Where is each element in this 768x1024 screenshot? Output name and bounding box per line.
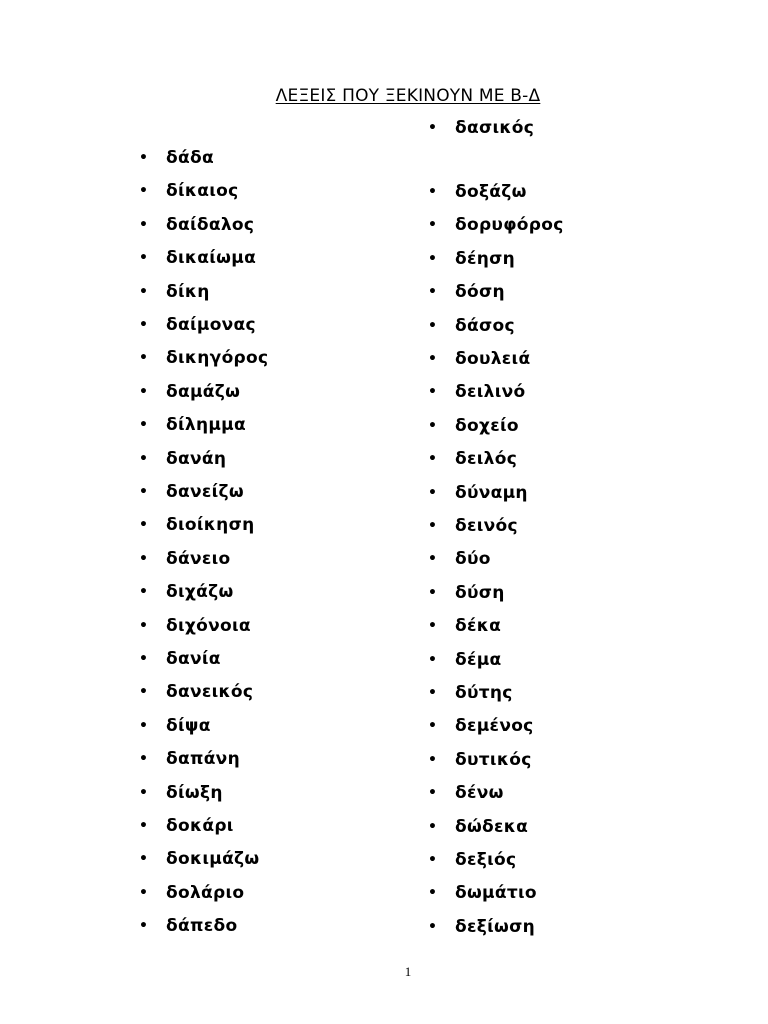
word-text: δωμάτιο: [455, 883, 537, 904]
list-item: [139, 847, 259, 871]
list-item: [139, 346, 268, 370]
word-text: δέκα: [455, 616, 502, 637]
list-item: [139, 781, 223, 805]
bullet-icon: •: [428, 384, 438, 401]
list-item: [139, 179, 239, 203]
list-item: [428, 116, 534, 140]
list-item: [428, 481, 528, 505]
bullet-icon: •: [139, 784, 149, 801]
word-text: δειλινό: [455, 382, 526, 403]
list-item: [139, 313, 256, 337]
bullet-icon: •: [139, 317, 149, 333]
bullet-icon: •: [428, 551, 438, 568]
list-item: [428, 781, 504, 805]
bullet-icon: •: [139, 617, 149, 634]
bullet-icon: •: [139, 383, 149, 400]
word-text: δεξίωση: [455, 916, 536, 937]
bullet-icon: •: [139, 150, 149, 166]
bullet-icon: •: [139, 450, 149, 467]
list-item: [428, 815, 528, 839]
bullet-icon: •: [428, 685, 438, 701]
list-item: [139, 647, 221, 671]
bullet-icon: •: [139, 517, 149, 534]
list-item: [428, 247, 515, 271]
word-text: δάνειο: [166, 548, 231, 569]
list-item: [428, 447, 517, 471]
word-text: δαίδαλος: [166, 214, 255, 235]
word-text: δουλειά: [455, 349, 531, 369]
word-text: δανία: [166, 649, 221, 669]
word-text: δάπεδο: [166, 916, 238, 937]
bullet-icon: •: [428, 284, 438, 301]
word-text: δώδεκα: [455, 816, 529, 837]
list-item: [428, 681, 513, 705]
word-text: δυτικός: [455, 749, 532, 770]
bullet-icon: •: [428, 484, 438, 501]
list-item: [428, 714, 534, 738]
word-text: δέηση: [455, 248, 516, 269]
bullet-icon: •: [139, 717, 149, 734]
bullet-icon: •: [428, 885, 438, 902]
word-text: δίκη: [166, 281, 210, 302]
bullet-icon: •: [139, 884, 149, 901]
bullet-icon: •: [139, 417, 149, 434]
word-text: δειλός: [455, 449, 518, 470]
word-text: δάδα: [166, 148, 214, 168]
word-text: δολάριο: [166, 882, 245, 903]
bullet-icon: •: [428, 184, 438, 200]
word-text: δίλημμα: [166, 415, 246, 436]
word-text: δεμένος: [455, 716, 534, 737]
word-text: δοκάρι: [166, 816, 234, 836]
bullet-icon: •: [428, 918, 438, 935]
word-text: δύναμη: [455, 482, 528, 503]
list-item: [428, 180, 527, 204]
bullet-icon: •: [428, 618, 438, 635]
bullet-icon: •: [428, 718, 438, 735]
word-text: διχάζω: [166, 582, 234, 603]
word-text: δανεικός: [166, 682, 254, 703]
list-item: [139, 447, 226, 471]
word-text: δανάη: [166, 448, 227, 469]
word-text: δύση: [455, 582, 505, 603]
word-text: δικηγόρος: [166, 348, 269, 369]
list-item: [139, 580, 234, 604]
list-item: [139, 213, 254, 237]
word-text: δύτης: [455, 683, 513, 703]
bullet-icon: •: [428, 351, 438, 367]
word-text: δαμάζω: [166, 381, 241, 402]
list-item: [428, 848, 516, 872]
page-number: 1: [404, 964, 412, 979]
list-item: [139, 614, 251, 638]
list-item: [139, 680, 253, 704]
list-item: [428, 547, 491, 571]
list-item: [139, 714, 211, 738]
list-item: [139, 914, 237, 938]
word-text: δασικός: [455, 118, 535, 138]
bullet-icon: •: [428, 120, 438, 136]
word-text: δένω: [455, 783, 504, 804]
word-text: δανείζω: [166, 482, 244, 502]
list-item: [428, 915, 535, 939]
bullet-icon: •: [139, 484, 149, 500]
list-item: [139, 881, 244, 905]
word-text: δοξάζω: [455, 182, 527, 202]
word-text: δέμα: [455, 649, 502, 670]
list-item: [428, 380, 526, 404]
bullet-icon: •: [139, 283, 149, 300]
bullet-icon: •: [139, 584, 149, 601]
list-item: [139, 547, 231, 571]
bullet-icon: •: [428, 451, 438, 468]
bullet-icon: •: [139, 350, 149, 367]
list-item: [428, 314, 515, 338]
bullet-icon: •: [428, 417, 438, 434]
bullet-icon: •: [139, 651, 149, 667]
bullet-icon: •: [139, 684, 149, 701]
list-item: [139, 380, 240, 404]
list-item: [428, 614, 501, 638]
word-text: δαίμονας: [166, 315, 256, 335]
list-item: [428, 648, 502, 672]
word-text: διχόνοια: [166, 615, 251, 636]
list-item: [428, 581, 505, 605]
word-text: δοχείο: [455, 415, 519, 436]
list-item: [139, 246, 256, 270]
word-text: δύο: [455, 549, 491, 570]
list-item: [428, 414, 519, 438]
word-text: δαπάνη: [166, 749, 240, 770]
list-item: [428, 280, 505, 304]
bullet-icon: •: [428, 250, 438, 267]
bullet-icon: •: [428, 518, 438, 534]
bullet-icon: •: [139, 216, 149, 233]
bullet-icon: •: [428, 217, 438, 234]
list-item: [139, 280, 210, 304]
list-item: [428, 213, 564, 237]
list-item: [428, 748, 532, 772]
page-title: ΛΕΞΕΙΣ ΠΟΥ ΞΕΚΙΝΟΥΝ ΜΕ Β-Δ: [275, 86, 541, 106]
list-item: [139, 146, 214, 170]
bullet-icon: •: [428, 785, 438, 802]
word-text: διοίκηση: [166, 515, 255, 536]
bullet-icon: •: [139, 550, 149, 567]
word-text: δεξιός: [455, 850, 517, 870]
list-item: [139, 513, 255, 537]
word-text: δόση: [455, 282, 505, 303]
bullet-icon: •: [428, 317, 438, 334]
list-item: [139, 413, 246, 437]
word-text: δεινός: [455, 516, 518, 536]
bullet-icon: •: [428, 651, 438, 668]
list-item: [139, 747, 240, 771]
word-text: δίκαιος: [166, 181, 239, 202]
bullet-icon: •: [428, 852, 438, 868]
word-text: δοκιμάζω: [166, 849, 260, 870]
bullet-icon: •: [428, 584, 438, 601]
word-text: δικαίωμα: [166, 248, 257, 269]
list-item: [139, 814, 234, 838]
bullet-icon: •: [428, 751, 438, 768]
bullet-icon: •: [139, 183, 149, 200]
bullet-icon: •: [139, 250, 149, 267]
word-text: δίωξη: [166, 782, 223, 803]
list-item: [428, 881, 537, 905]
word-text: δορυφόρος: [455, 215, 564, 236]
bullet-icon: •: [139, 851, 149, 868]
bullet-icon: •: [139, 918, 149, 935]
bullet-icon: •: [139, 751, 149, 768]
list-item: [139, 480, 244, 504]
bullet-icon: •: [139, 818, 149, 834]
word-text: δίψα: [166, 715, 211, 736]
list-item: [428, 347, 530, 371]
list-item: [428, 514, 518, 538]
bullet-icon: •: [428, 818, 438, 835]
word-text: δάσος: [455, 315, 515, 336]
